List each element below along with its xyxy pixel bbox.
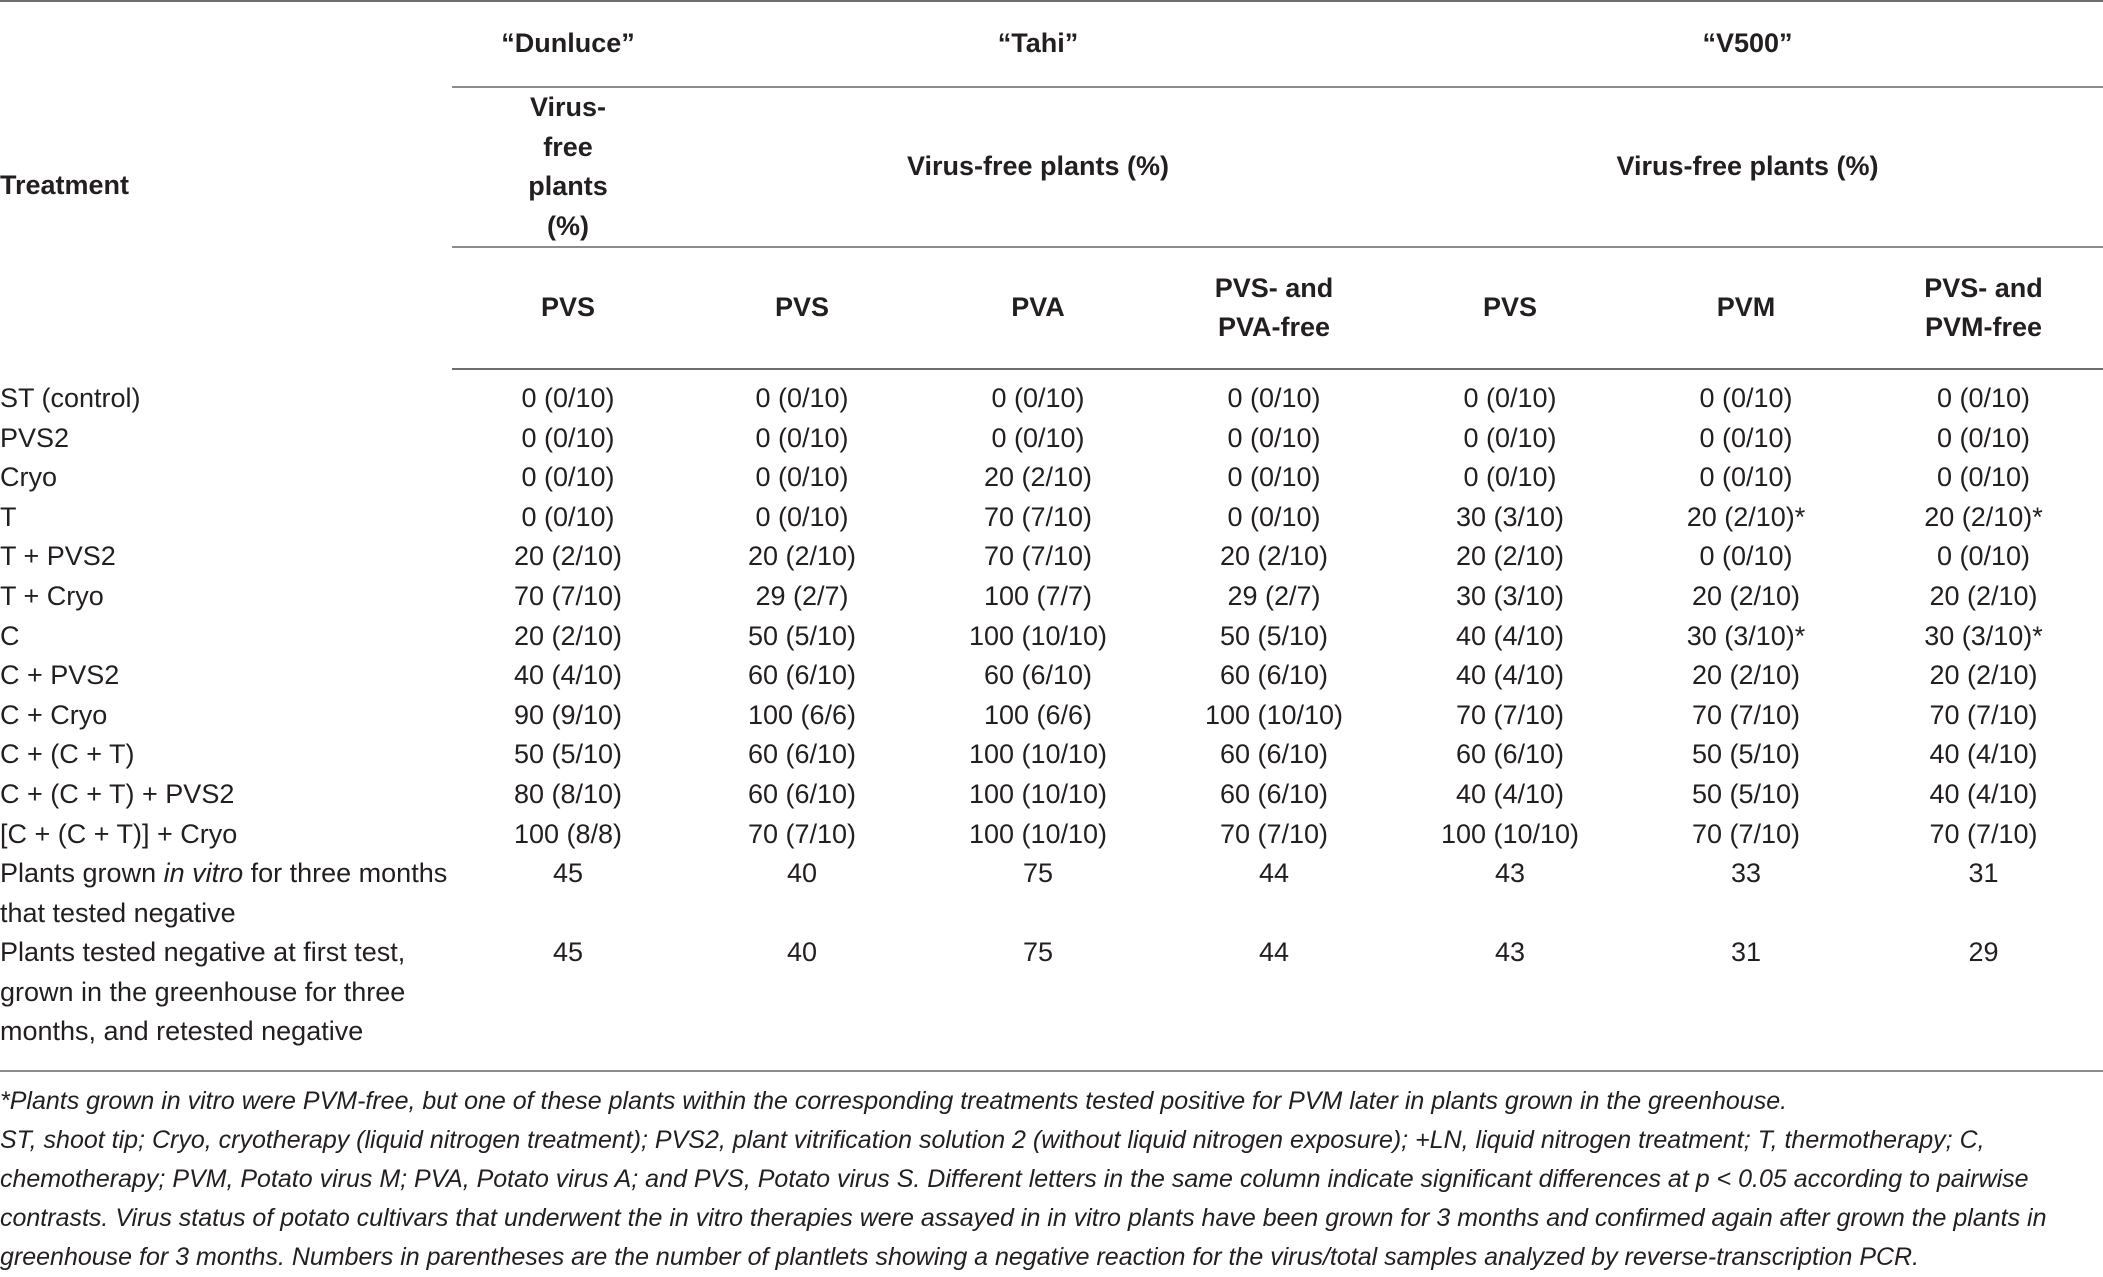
- table-row: [0, 617, 2103, 657]
- table-cell: 29 (2/7): [1227, 581, 1321, 612]
- table-cell: 0 (0/10): [521, 462, 615, 493]
- v500-col-pvs-pvm-free: PVS- and PVM-free: [1864, 247, 2103, 369]
- table-cell: 100 (6/6): [747, 699, 857, 730]
- table-cell: 0 (0/10): [1936, 422, 2031, 453]
- table-cell: 100 (10/10): [968, 620, 1108, 651]
- row-treatment-label: [C + (C + T)] + Cryo: [0, 818, 238, 849]
- footnote-abbreviations: ST, shoot tip; Cryo, cryotherapy (liquid nitrogen treatment); PVS2, plant vitrification solution 2 (without liquid nitrogen exposure); +LN, liquid nitrogen treatment; T, thermotherapy; C, chemotherapy; PVM, Potato virus M; PVA, Potato virus A; and PVS, Potato virus S. Different letters in the same column indicate significant differences at p < 0.05 according to pairwise contrasts. Virus status of potato cultivars that underwent the in vitro therapies were assayed in in vitro plants have been grown for 3 months and confirmed again after grown the plants in greenhouse for 3 months. Numbers in parentheses are the number of plantlets showing a negative reaction for the virus/total samples analyzed by reverse-transcription PCR.: [0, 1126, 2047, 1271]
- table-row: [0, 696, 2103, 736]
- table-cell: 0 (0/10): [521, 422, 615, 453]
- table-cell: 70 (7/10): [513, 581, 623, 612]
- table-cell: 100 (10/10): [968, 778, 1108, 809]
- table-cell: 40 (4/10): [1455, 778, 1565, 809]
- table-cell: 70 (7/10): [983, 501, 1093, 532]
- tahi-col-pvs: PVS: [684, 247, 920, 369]
- table-cell: 0 (0/10): [1463, 462, 1557, 493]
- table-cell: 30 (3/10): [1455, 581, 1565, 612]
- table-cell: 70 (7/10): [1691, 699, 1801, 730]
- table-cell: 30 (3/10)*: [1686, 620, 1806, 651]
- dunluce-subheader: Virus-free plants (%): [452, 87, 684, 247]
- table-cell: 43: [1392, 933, 1628, 1071]
- table-cell: 90 (9/10): [513, 699, 623, 730]
- table-cell: 0 (0/10): [755, 462, 849, 493]
- table-row: [0, 369, 2103, 419]
- table-cell: 60 (6/10): [983, 660, 1093, 691]
- table-cell: 29: [1864, 933, 2103, 1071]
- table-cell: 20 (2/10): [747, 541, 857, 572]
- table-cell: 20 (2/10): [513, 620, 623, 651]
- table-cell: 20 (2/10): [1455, 541, 1565, 572]
- table-cell: 50 (5/10): [513, 739, 623, 770]
- table-cell: 75: [920, 933, 1156, 1071]
- row-treatment-label: PVS2: [0, 422, 70, 453]
- table-cell: 60 (6/10): [747, 739, 857, 770]
- table-cell: 100 (7/7): [983, 581, 1093, 612]
- table-cell: 29 (2/7): [755, 581, 849, 612]
- table-cell: 0 (0/10): [1227, 501, 1321, 532]
- table-cell: 0 (0/10): [991, 422, 1085, 453]
- table-row: [0, 537, 2103, 577]
- table-cell: 50 (5/10): [1219, 620, 1329, 651]
- table-cell: 44: [1156, 933, 1392, 1071]
- footnote-asterisk: *Plants grown in vitro were PVM-free, but one of these plants within the corresponding treatments tested positive for PVM later in plants grown in the greenhouse.: [0, 1087, 1788, 1115]
- cultivar-dunluce-header: “Dunluce”: [452, 1, 684, 87]
- tahi-subheader: Virus-free plants (%): [684, 87, 1392, 247]
- table-cell: 60 (6/10): [747, 778, 857, 809]
- row-treatment-label: C + (C + T): [0, 739, 135, 770]
- row-treatment-label: Cryo: [0, 462, 58, 493]
- table-cell: 80 (8/10): [513, 778, 623, 809]
- table-cell: 0 (0/10): [1463, 383, 1557, 414]
- table-cell: 50 (5/10): [1691, 778, 1801, 809]
- table-cell: 20 (2/10): [1691, 581, 1801, 612]
- table-cell: 0 (0/10): [1463, 422, 1557, 453]
- row-treatment-label: C + (C + T) + PVS2: [0, 778, 235, 809]
- table-cell: 40 (4/10): [513, 660, 623, 691]
- table-cell: 45: [452, 933, 684, 1071]
- table-cell: 0 (0/10): [1936, 541, 2031, 572]
- table-cell: 44: [1258, 858, 1290, 889]
- table-cell: 0 (0/10): [1936, 462, 2031, 493]
- table-cell: 50 (5/10): [1691, 739, 1801, 770]
- table-cell: 30 (3/10): [1455, 501, 1565, 532]
- table-cell: 0 (0/10): [1227, 383, 1321, 414]
- table-cell: 60 (6/10): [1455, 739, 1565, 770]
- table-cell: 50 (5/10): [747, 620, 857, 651]
- table-cell: 40: [684, 933, 920, 1071]
- table-cell: 0 (0/10): [1699, 422, 1793, 453]
- cultivar-tahi-header: “Tahi”: [684, 1, 1392, 87]
- row-treatment-label: C: [0, 620, 20, 651]
- table-cell: 40: [786, 858, 818, 889]
- table-row: [0, 933, 2103, 1071]
- row-label-part: Plants grown: [0, 858, 164, 889]
- table-cell: 70 (7/10): [747, 818, 857, 849]
- table-cell: 20 (2/10): [1929, 660, 2038, 691]
- row-treatment-label: ST (control): [0, 382, 141, 413]
- table-cell: 100 (10/10): [968, 818, 1108, 849]
- table-cell: 100 (8/8): [513, 818, 623, 849]
- table-cell: 100 (10/10): [1204, 699, 1344, 730]
- table-cell: 0 (0/10): [1227, 462, 1321, 493]
- table-cell: 40 (4/10): [1455, 660, 1565, 691]
- table-cell: 0 (0/10): [1699, 541, 1793, 572]
- table-cell: 45: [552, 858, 584, 889]
- table-cell: 0 (0/10): [1936, 383, 2031, 414]
- table-cell: 20 (2/10)*: [1686, 501, 1806, 532]
- table-cell: 20 (2/10): [1691, 660, 1801, 691]
- table-row: [0, 735, 2103, 775]
- v500-col-pvm: PVM: [1628, 247, 1864, 369]
- table-row: [0, 498, 2103, 538]
- row-treatment-label: T: [0, 501, 17, 532]
- table-cell: 70 (7/10): [1929, 818, 2038, 849]
- table-cell: 31: [1628, 933, 1864, 1071]
- table-cell: 60 (6/10): [1219, 778, 1329, 809]
- table-cell: 60 (6/10): [747, 660, 857, 691]
- table-body: [0, 369, 2103, 1071]
- table-cell: 43: [1494, 858, 1526, 889]
- table-cell: 0 (0/10): [521, 501, 615, 532]
- table-row: [0, 458, 2103, 498]
- table-row: [0, 656, 2103, 696]
- table-cell: 40 (4/10): [1929, 739, 2038, 770]
- table-cell: 33: [1730, 858, 1762, 889]
- table-cell: 20 (2/10): [1219, 541, 1329, 572]
- table-row: [0, 775, 2103, 815]
- table-cell: 31: [1968, 858, 1999, 889]
- table-cell: 70 (7/10): [1929, 699, 2038, 730]
- table-cell: 100 (10/10): [968, 739, 1108, 770]
- cultivar-v500-header: “V500”: [1392, 1, 2103, 87]
- table-cell: 0 (0/10): [1699, 462, 1793, 493]
- table-cell: 0 (0/10): [755, 501, 849, 532]
- row-treatment-label: T + PVS2: [0, 541, 116, 572]
- row-treatment-label: [0, 854, 452, 933]
- v500-subheader: Virus-free plants (%): [1392, 87, 2103, 247]
- table-cell: 0 (0/10): [1699, 383, 1793, 414]
- row-treatment-label: C + PVS2: [0, 660, 120, 691]
- table-row: [0, 419, 2103, 459]
- table-cell: 100 (10/10): [1440, 818, 1580, 849]
- table-cell: 40 (4/10): [1929, 778, 2038, 809]
- table-cell: 100 (6/6): [983, 699, 1093, 730]
- table-cell: 0 (0/10): [755, 422, 849, 453]
- row-label-part: for three months that tested negative: [0, 858, 448, 928]
- v500-col-pvs: PVS: [1392, 247, 1628, 369]
- tahi-col-pva: PVA: [920, 247, 1156, 369]
- table-cell: 75: [1022, 858, 1054, 889]
- table-cell: 20 (2/10): [513, 541, 623, 572]
- dunluce-col-pvs: PVS: [452, 247, 684, 369]
- table-cell: 0 (0/10): [1227, 422, 1321, 453]
- tahi-col-pvs-pva-free: PVS- and PVA-free: [1156, 247, 1392, 369]
- table-cell: 0 (0/10): [521, 383, 615, 414]
- table-cell: 70 (7/10): [1219, 818, 1329, 849]
- table-cell: 70 (7/10): [1691, 818, 1801, 849]
- row-label-part: in vitro: [163, 858, 244, 889]
- table-row: [0, 577, 2103, 617]
- row-treatment-label: C + Cryo: [0, 699, 108, 730]
- table-cell: 60 (6/10): [1219, 660, 1329, 691]
- table-cell: 40 (4/10): [1455, 620, 1565, 651]
- table-cell: 70 (7/10): [983, 541, 1093, 572]
- table-cell: 20 (2/10)*: [1924, 501, 2043, 532]
- table-cell: 20 (2/10): [983, 462, 1093, 493]
- footnotes: [0, 1082, 2080, 1277]
- table-row: [0, 815, 2103, 855]
- table-cell: 0 (0/10): [991, 383, 1085, 414]
- row-treatment-label: T + Cryo: [0, 581, 104, 612]
- treatment-header: Treatment: [0, 1, 452, 369]
- table-cell: 0 (0/10): [755, 383, 849, 414]
- table-row: [0, 854, 2103, 933]
- table-cell: 20 (2/10): [1929, 581, 2038, 612]
- table-cell: 70 (7/10): [1455, 699, 1565, 730]
- row-treatment-label: Plants tested negative at first test, grown in the greenhouse for three months, and retested negative: [0, 933, 452, 1071]
- table-cell: 30 (3/10)*: [1924, 620, 2043, 651]
- table-cell: 60 (6/10): [1219, 739, 1329, 770]
